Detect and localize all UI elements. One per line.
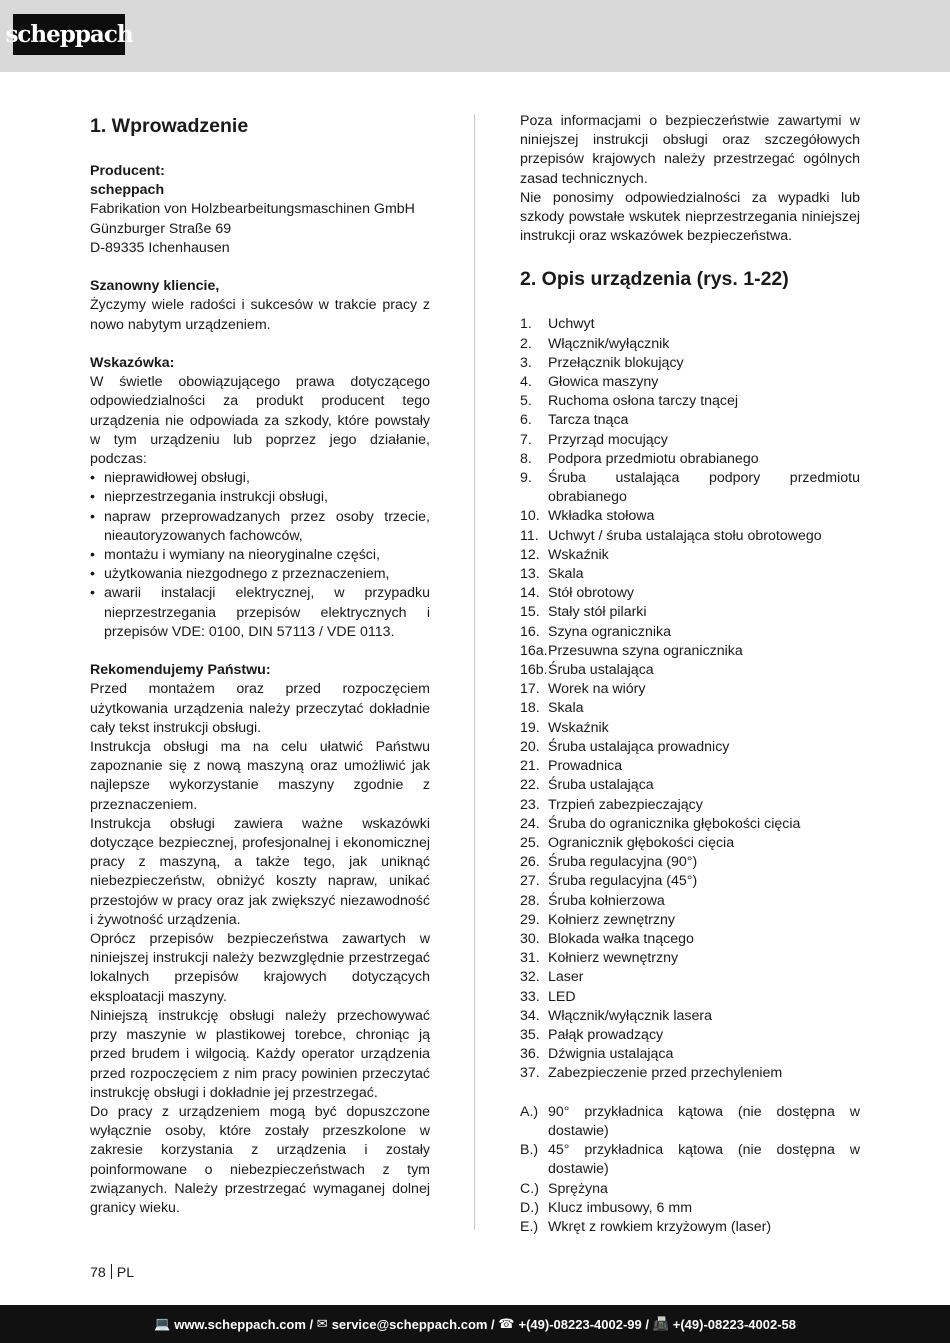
fax-icon: 📠 — [652, 1316, 669, 1331]
item-number: 16a. — [520, 642, 548, 659]
producer-street: Günzburger Straße 69 — [90, 220, 232, 237]
fax-number: +(49)-08223-4002-58 — [672, 1316, 796, 1332]
list-item — [520, 469, 860, 507]
mail-icon: ✉ — [316, 1316, 328, 1331]
list-item — [520, 373, 860, 392]
item-number: B.) — [520, 1142, 539, 1159]
paragraph: Przed montażem oraz przed rozpoczęciem użytkowania urządzenia należy przeczytać dokładnie cały tekst instrukcji obsługi. — [90, 681, 430, 736]
note-text: W świetle obowiązującego prawa dotyczącego odpowiedzialności za produkt producent tego urządzenia nie odpowiada za szkody, które powstały w tym urządzeniu lub poprzez jego działanie, podczas: — [90, 374, 430, 468]
computer-icon: 💻 — [154, 1316, 171, 1331]
item-text: Przesuwna szyna ogranicznika — [548, 642, 743, 659]
list-item — [520, 1199, 860, 1218]
item-number: 4. — [520, 374, 532, 391]
list-item — [520, 930, 860, 949]
item-text: Dźwignia ustalająca — [548, 1046, 674, 1063]
item-text: Wkładka stołowa — [548, 508, 655, 525]
item-text: LED — [548, 988, 576, 1005]
item-text: Śruba ustalająca prowadnicy — [548, 738, 730, 755]
scheppach-logo: scheppach — [13, 14, 125, 55]
item-text: Śruba ustalająca — [548, 777, 654, 794]
column-divider — [474, 114, 475, 1230]
item-text: Ogranicznik głębokości cięcia — [548, 834, 735, 851]
item-text: Kołnierz wewnętrzny — [548, 950, 679, 967]
list-item — [520, 1007, 860, 1026]
item-text: 90° przykładnica kątowa (nie dostępna w dostawie) — [548, 1103, 860, 1139]
item-number: 9. — [520, 470, 532, 487]
item-text: Pałąk prowadzący — [548, 1026, 664, 1043]
page-header — [0, 0, 950, 72]
list-item — [520, 988, 860, 1007]
note-label: Wskazówka: — [90, 355, 175, 371]
item-text: Blokada wałka tnącego — [548, 930, 694, 947]
list-item — [520, 1180, 860, 1199]
section-title-description: 2. Opis urządzenia (rys. 1-22) — [520, 268, 789, 291]
list-item — [520, 776, 860, 795]
list-item — [520, 680, 860, 699]
item-text: Stół obrotowy — [548, 585, 634, 602]
item-number: 34. — [520, 1007, 540, 1024]
item-number: D.) — [520, 1199, 539, 1216]
item-number: 8. — [520, 450, 532, 467]
item-number: 10. — [520, 508, 540, 525]
item-number: 5. — [520, 393, 532, 410]
item-text: Trzpień zabezpieczający — [548, 796, 703, 813]
recommendation-block — [90, 661, 430, 1218]
list-item — [520, 335, 860, 354]
list-item — [520, 1045, 860, 1064]
paragraph: Oprócz przepisów bezpieczeństwa zawartych w niniejszej instrukcji należy bezwzględnie przestrzegać lokalnych przepisów krajowych dotyczących eksploatacji maszyny. — [90, 931, 430, 1005]
item-text: Sprężyna — [548, 1180, 608, 1197]
paragraph: Poza informacjami o bezpieczeństwie zawartymi w niniejszej instrukcji obsługi oraz szczegółowych przepisów krajowych należy przestrzegać ogólnych zasad technicznych. — [520, 113, 860, 187]
list-item: • nieprzestrzegania instrukcji obsługi, — [90, 488, 430, 507]
list-item — [520, 1218, 860, 1237]
list-item — [520, 411, 860, 430]
list-item — [520, 354, 860, 373]
item-number: A.) — [520, 1103, 539, 1120]
item-number: E.) — [520, 1218, 539, 1235]
page-number-footer — [90, 1264, 134, 1281]
note-block — [90, 354, 430, 642]
item-text: Wskaźnik — [548, 546, 609, 563]
item-number: 3. — [520, 354, 532, 371]
list-item — [520, 949, 860, 968]
item-number: 20. — [520, 738, 540, 755]
list-item — [520, 911, 860, 930]
item-text: Uchwyt — [548, 316, 595, 333]
list-item — [520, 603, 860, 622]
item-text: Uchwyt / śruba ustalająca stołu obrotowego — [548, 527, 822, 544]
item-text: Ruchoma osłona tarczy tnącej — [548, 393, 739, 410]
recommendation-label: Rekomendujemy Państwu: — [90, 662, 271, 679]
item-text: Śruba kołnierzowa — [548, 892, 665, 909]
item-number: 31. — [520, 950, 540, 967]
item-number: 11. — [520, 527, 539, 544]
paragraph: Nie ponosimy odpowiedzialności za wypadki lub szkody powstałe wskutek nieprzestrzegania niniejszej instrukcji oraz wskazówek bezpieczeństwa. — [520, 189, 860, 245]
item-text: Szyna ogranicznika — [548, 623, 672, 640]
item-number: 15. — [520, 604, 540, 621]
paragraph: Do pracy z urządzeniem mogą być dopuszczone wyłącznie osoby, które zostały przeszkolone w zakresie korzystania z urządzenia i zostały poinformowane o niebezpieczeństwach z tym związanych. Należy przestrzegać wymaganej dolnej granicy wieku. — [90, 1103, 430, 1216]
list-item: • nieprawidłowej obsługi, — [90, 469, 430, 488]
page-number: 78 — [90, 1265, 106, 1281]
item-number: 27. — [520, 873, 540, 890]
contact-footer — [0, 1305, 950, 1343]
list-item — [520, 507, 860, 526]
note-bullet-list — [90, 469, 430, 642]
producer-city: D-89335 Ichenhausen — [90, 239, 230, 256]
item-text: Wkręt z rowkiem krzyżowym (laser) — [548, 1218, 772, 1235]
item-text: Śruba do ogranicznika głębokości cięcia — [548, 815, 801, 832]
section-title-introduction: 1. Wprowadzenie — [90, 115, 249, 137]
producer-label: Producent: — [90, 163, 165, 179]
item-number: 33. — [520, 988, 540, 1005]
item-text: Podpora przedmiotu obrabianego — [548, 450, 759, 467]
item-number: 25. — [520, 834, 540, 851]
item-text: Klucz imbusowy, 6 mm — [548, 1199, 693, 1216]
item-text: Worek na wióry — [548, 681, 646, 698]
item-text: Przyrząd mocujący — [548, 431, 668, 448]
list-item — [520, 796, 860, 815]
item-number: 7. — [520, 431, 532, 448]
paragraph: Instrukcja obsługi ma na celu ułatwić Państwu zapoznanie się z nową maszyną oraz umożliwić jak najlepsze wykorzystanie maszyny zgodnie z przeznaczeniem. — [90, 739, 430, 813]
item-text: Skala — [548, 700, 584, 717]
item-number: 19. — [520, 719, 540, 736]
list-item: • awarii instalacji elektrycznej, w przypadku nieprzestrzegania przepisów elektrycznych i przepisów VDE: 0100, DIN 57113 / VDE 0113. — [90, 584, 430, 642]
item-text: Stały stół pilarki — [548, 604, 647, 621]
item-number: 18. — [520, 700, 540, 717]
list-item — [520, 738, 860, 757]
item-text: Głowica maszyny — [548, 374, 659, 391]
item-text: Włącznik/wyłącznik — [548, 335, 670, 352]
greeting-text: Życzymy wiele radości i sukcesów w trakcie pracy z nowo nabytym urządzeniem. — [90, 297, 430, 333]
list-item — [520, 757, 860, 776]
item-text: Kołnierz zewnętrzny — [548, 911, 675, 928]
list-item — [520, 315, 860, 334]
greeting-block — [90, 277, 430, 335]
phone-number: +(49)-08223-4002-99 / — [518, 1316, 649, 1332]
list-item — [520, 968, 860, 987]
list-item — [520, 565, 860, 584]
website-link[interactable]: www.scheppach.com / — [174, 1316, 314, 1332]
paragraph: Instrukcja obsługi zawiera ważne wskazówki dotyczące bezpiecznej, profesjonalnej i ekonomicznej pracy z maszyną, a także tego, jak uniknąć niebezpieczeństw, obniżyć koszty napraw, unikać przestojów w pracy oraz jak zwiększyć niezawodność i żywotność urządzenia. — [90, 815, 430, 928]
item-number: 1. — [520, 316, 532, 333]
phone-icon: ☎ — [498, 1316, 515, 1331]
list-item — [520, 623, 860, 642]
item-number: 23. — [520, 796, 540, 813]
language-code: PL — [116, 1265, 135, 1281]
item-text: Skala — [548, 566, 584, 583]
item-number: 36. — [520, 1046, 540, 1063]
list-item — [520, 392, 860, 411]
item-text: Laser — [548, 969, 584, 986]
item-number: 13. — [520, 566, 540, 583]
list-item — [520, 431, 860, 450]
separator — [111, 1264, 112, 1279]
list-item — [520, 719, 860, 738]
item-number: 16b. — [520, 662, 548, 679]
item-number: 22. — [520, 777, 540, 794]
item-text: 45° przykładnica kątowa (nie dostępna w dostawie) — [548, 1142, 860, 1178]
list-item — [520, 892, 860, 911]
list-item: • użytkowania niezgodnego z przeznaczeniem, — [90, 565, 430, 584]
item-number: 32. — [520, 969, 540, 986]
item-number: 37. — [520, 1065, 540, 1082]
accessories-list — [520, 1103, 860, 1237]
producer-company: Fabrikation von Holzbearbeitungsmaschinen GmbH — [90, 201, 415, 218]
left-column — [90, 112, 430, 1218]
list-item: • napraw przeprowadzanych przez osoby trzecie, nieautoryzowanych fachowców, — [90, 508, 430, 546]
list-item — [520, 584, 860, 603]
list-item: • montażu i wymiany na nieoryginalne części, — [90, 546, 430, 565]
item-number: 6. — [520, 412, 532, 429]
producer-name: scheppach — [90, 182, 165, 199]
list-item — [520, 546, 860, 565]
item-text: Śruba ustalająca — [548, 662, 654, 679]
item-number: C.) — [520, 1180, 539, 1197]
list-item — [520, 661, 860, 680]
item-number: 26. — [520, 854, 540, 871]
list-item — [520, 872, 860, 891]
item-text: Włącznik/wyłącznik lasera — [548, 1007, 712, 1024]
item-number: 30. — [520, 930, 540, 947]
item-number: 28. — [520, 892, 540, 909]
list-item — [520, 834, 860, 853]
item-number: 24. — [520, 815, 540, 832]
list-item — [520, 527, 860, 546]
list-item — [520, 642, 860, 661]
item-text: Śruba regulacyjna (45°) — [548, 873, 698, 890]
item-text: Tarcza tnąca — [548, 412, 629, 429]
item-text: Zabezpieczenie przed przechyleniem — [548, 1065, 783, 1082]
parts-list — [520, 315, 860, 1083]
item-number: 17. — [520, 681, 540, 698]
item-text: Wskaźnik — [548, 719, 609, 736]
item-number: 21. — [520, 758, 540, 775]
item-number: 16. — [520, 623, 540, 640]
item-number: 12. — [520, 546, 540, 563]
list-item — [520, 1064, 860, 1083]
item-number: 14. — [520, 585, 540, 602]
item-text: Prowadnica — [548, 758, 623, 775]
paragraph: Niniejszą instrukcję obsługi należy przechowywać przy maszynie w plastikowej torebce, chroniąc ją przed brudem i wilgocią. Każdy operator urządzenia przed rozpoczęciem z nim pracy powinien przeczytać instrukcję obsługi i dokładnie jej przestrzegać. — [90, 1007, 430, 1101]
list-item — [520, 699, 860, 718]
item-text: Przełącznik blokujący — [548, 354, 684, 371]
list-item — [520, 1103, 860, 1141]
list-item — [520, 815, 860, 834]
item-number: 2. — [520, 335, 532, 352]
email-link[interactable]: service@scheppach.com / — [331, 1316, 495, 1332]
greeting-label: Szanowny kliencie, — [90, 278, 220, 295]
item-number: 29. — [520, 911, 540, 928]
right-column — [520, 112, 860, 1237]
item-text: Śruba ustalająca podpory przedmiotu obrabianego — [548, 470, 860, 506]
item-text: Śruba regulacyjna (90°) — [548, 854, 698, 871]
list-item — [520, 450, 860, 469]
item-number: 35. — [520, 1026, 540, 1043]
producer-block — [90, 162, 430, 258]
list-item — [520, 1141, 860, 1179]
list-item — [520, 853, 860, 872]
list-item — [520, 1026, 860, 1045]
